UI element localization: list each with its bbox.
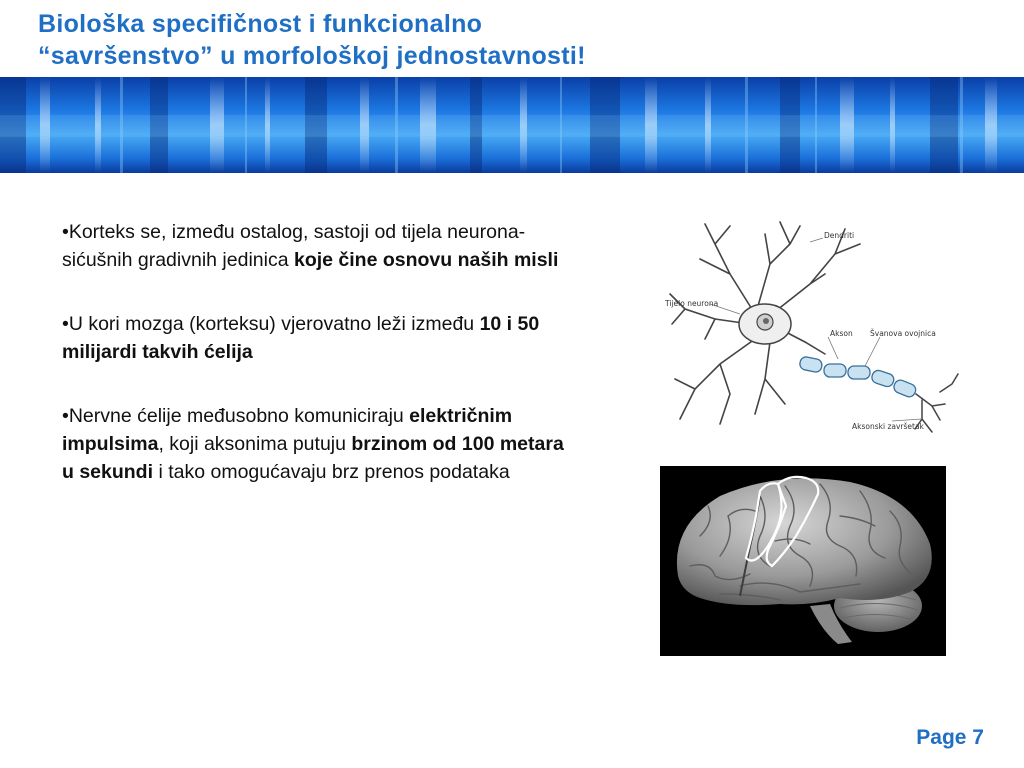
neuron-diagram bbox=[660, 214, 960, 454]
page-number: Page 7 bbox=[916, 726, 984, 749]
slide-title bbox=[38, 8, 938, 72]
bullet-2: •U kori mozga (korteksu) vjerovatno leži između 10 i 50 milijardi takvih ćelija bbox=[62, 313, 540, 363]
bullet-1: •Korteks se, između ostalog, sastoji od tijela neurona- sićušnih gradivnih jedinica koje čine osnovu naših misli bbox=[62, 221, 559, 271]
brain-image bbox=[660, 466, 946, 656]
label-dendrites: Dendriti bbox=[824, 231, 855, 240]
title-line-2: “savršenstvo” u morfološkoj jednostavnosti! bbox=[38, 42, 586, 70]
header-banner bbox=[0, 77, 1024, 173]
label-axon: Akson bbox=[830, 329, 853, 338]
banner-stripes bbox=[0, 77, 1024, 173]
label-schwann-sheath: Švanova ovojnica bbox=[870, 329, 936, 338]
label-axon-terminal: Aksonski završetak bbox=[852, 422, 924, 431]
title-line-1: Biološka specifičnost i funkcionalno bbox=[38, 10, 483, 38]
bullet-3: •Nervne ćelije međusobno komuniciraju električnim impulsima, koji aksonima putuju brzinom od 100 metara u sekundi i tako omogućavaju brz prenos podataka bbox=[62, 405, 564, 483]
label-cell-body: Tijelo neurona bbox=[665, 299, 719, 308]
bullet-list bbox=[62, 218, 567, 522]
